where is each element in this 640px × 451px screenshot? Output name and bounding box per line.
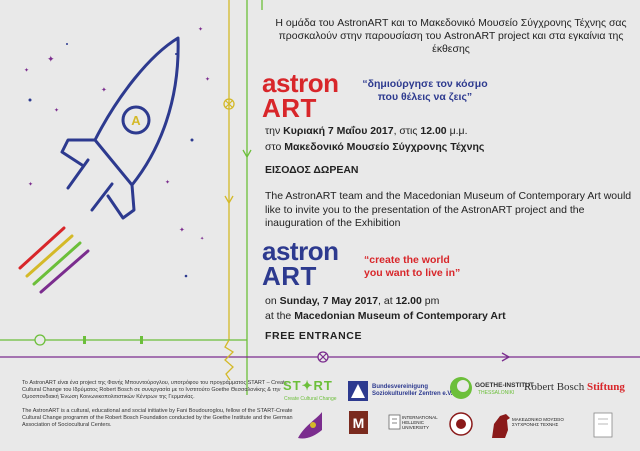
ihu-logo-text: INTERNATIONAL HELLENIC UNIVERSITY: [402, 415, 438, 430]
yellow-zigzag: [225, 340, 233, 380]
english-slogan-line1: “create the world: [364, 254, 450, 266]
footer-english-text: The AstronART is a cultural, educational and social initiative by Fani Boudouroglou, fellow of the START-Create Cultural Change programm of the Robert Bosch Foundation conducted by the Goethe Institute and the German Association of Sociocultural Centers.: [22, 408, 293, 428]
bundes-line2: Soziokultureller Zentren e.V.: [372, 391, 453, 397]
greek-slogan-line2: που θέλεις να ζεις”: [377, 91, 473, 103]
svg-text:✦: ✦: [165, 180, 171, 186]
goethe-logo-icon: [450, 377, 472, 399]
svg-text:A: A: [131, 113, 141, 128]
m-logo-icon: [349, 411, 368, 434]
english-slogan-line2: you want to live in”: [364, 267, 461, 279]
svg-text:✦: ✦: [54, 108, 60, 114]
greek-date-line: την Κυριακή 7 Μαΐου 2017, στις 12.00 μ.μ.: [265, 125, 468, 137]
svg-text:✦: ✦: [28, 182, 34, 188]
rocket-icon: [62, 38, 178, 218]
logo-art-text: ART: [262, 261, 317, 291]
purple-cross-circle-icon: [318, 352, 328, 362]
start-tagline: Create Cultural Change: [284, 396, 337, 402]
green-tick: [83, 336, 86, 344]
english-date-line: on Sunday, 7 May 2017, at 12.00 pm: [265, 295, 440, 307]
bundes-logo-icon: [348, 381, 368, 401]
greek-place-line: στο Μακεδονικό Μουσείο Σύγχρονης Τέχνης: [265, 141, 485, 153]
logo-astron-text: astron: [262, 236, 339, 266]
english-free-entrance: FREE ENTRANCE: [265, 330, 363, 342]
svg-text:✦: ✦: [205, 77, 211, 83]
museum-horse-logo-icon: [492, 414, 510, 438]
logo-astron-text: astron: [262, 68, 339, 98]
svg-text:✦: ✦: [24, 68, 30, 74]
start-logo: ST✦RT: [283, 378, 333, 393]
bosch-logo: Robert Bosch Stiftung: [524, 381, 625, 393]
greek-intro-text: Η ομάδα του AstronART και το Μακεδονικό Μουσείο Σύγχρονης Τέχνης σας προσκαλούν στην παρουσίαση του AstronART project και στα εγκαίνια της έκθεσης: [275, 17, 627, 55]
astronart-logo-greek: [262, 70, 338, 121]
rocket-window-icon: [123, 107, 149, 133]
goethe-line1: GOETHE-INSTITUT: [475, 382, 534, 389]
english-place-line: at the Macedonian Museum of Contemporary Art: [265, 310, 506, 322]
english-intro-text: The AstronART team and the Macedonian Museum of Contemporary Art would like to invite you to the presentation of the AstronART project and the inauguration of the Exhibition: [265, 190, 632, 229]
ihu-logo-icon: [389, 415, 400, 429]
astronart-logo-english: [262, 238, 338, 289]
green-circle-icon: [35, 335, 45, 345]
svg-text:M: M: [352, 415, 365, 431]
building-logo-icon: [594, 413, 612, 437]
museum-logo-text: ΜΑΚΕΔΟΝΙΚΟ ΜΟΥΣΕΙΟ ΣΥΓΧΡΟΝΗΣ ΤΕΧΝΗΣ: [512, 417, 564, 427]
greek-slogan-line1: “δημιούργησε τον κόσμο: [362, 78, 488, 90]
university-seal-icon: [450, 413, 472, 435]
svg-text:✦: ✦: [198, 27, 204, 33]
svg-text:✦: ✦: [179, 227, 185, 234]
english-slogan: [364, 254, 484, 280]
logo-art-text: ART: [262, 93, 317, 123]
greek-free-entrance: ΕΙΣΟΔΟΣ ΔΩΡΕΑΝ: [265, 164, 359, 176]
svg-text:✦: ✦: [200, 236, 205, 242]
goethe-line2: THESSALONIKI: [478, 390, 515, 396]
svg-text:✦: ✦: [47, 54, 55, 64]
footer-greek-text: Το AstronART είναι ένα project της Φανής Μπουντούρογλου, υποτρόφου του προγράμματος START – Create Cultural Change του Ιδρύματος Robert Bosch σε συνεργασία με το Ινστιτούτο Goethe Θεσσαλονίκης & την Ομοσπονδιακή Ένωση Κοινωνικοπολιτιστικών Κέντρων της Γερμανίας.: [22, 380, 288, 400]
bundes-line1: Bundesvereinigung: [372, 384, 429, 390]
greek-slogan: [360, 78, 490, 104]
svg-text:✦: ✦: [101, 87, 107, 94]
